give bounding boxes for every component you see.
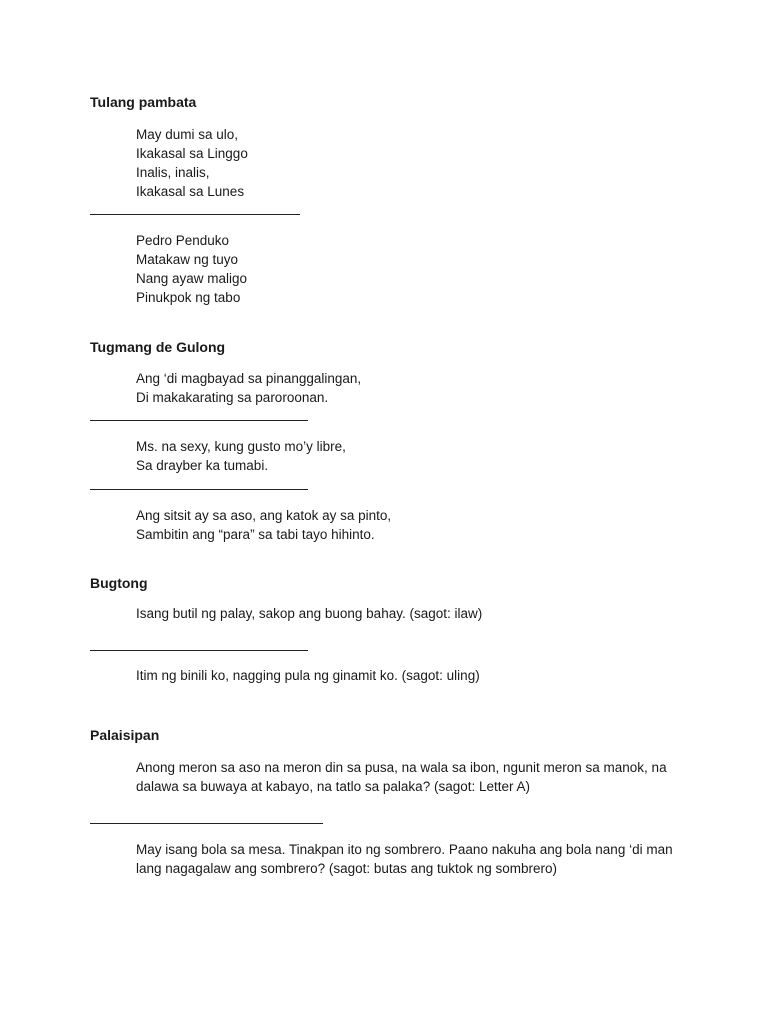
- text-line: dalawa sa buwaya at kabayo, na tatlo sa palaka? (sagot: Letter A): [136, 779, 530, 794]
- separator-line: [90, 823, 323, 824]
- rhyme-entry: [136, 437, 696, 475]
- riddle-entry: [136, 604, 696, 623]
- riddle-entry: [136, 666, 696, 685]
- rhyme-entry: [136, 506, 696, 544]
- text-line: Pinukpok ng tabo: [136, 290, 241, 305]
- text-line: Ikakasal sa Lunes: [136, 184, 245, 199]
- text-line: Matakaw ng tuyo: [136, 252, 239, 267]
- text-line: lang nagagalaw ang sombrero? (sagot: butas ang tuktok ng sombrero): [136, 861, 558, 876]
- text-line: Di makakarating sa paroroonan.: [136, 390, 329, 405]
- separator-line: [90, 214, 300, 215]
- text-line: Itim ng binili ko, nagging pula ng ginamit ko. (sagot: uling): [136, 668, 480, 683]
- text-line: Ms. na sexy, kung gusto mo’y libre,: [136, 439, 346, 454]
- text-line: Sa drayber ka tumabi.: [136, 458, 269, 473]
- separator-line: [90, 650, 308, 651]
- text-line: Nang ayaw maligo: [136, 271, 248, 286]
- poem-entry: [136, 231, 696, 307]
- text-line: Ikakasal sa Linggo: [136, 146, 248, 161]
- poem-entry: [136, 125, 696, 201]
- puzzle-entry: [136, 758, 696, 796]
- section-title-tulang-pambata: Tulang pambata: [90, 94, 197, 110]
- section-title-palaisipan: Palaisipan: [90, 727, 160, 743]
- text-line: Anong meron sa aso na meron din sa pusa, na wala sa ibon, ngunit meron sa manok, na: [136, 760, 667, 775]
- separator-line: [90, 489, 308, 490]
- puzzle-entry: [136, 840, 696, 878]
- text-line: Inalis, inalis,: [136, 165, 210, 180]
- text-line: Pedro Penduko: [136, 233, 230, 248]
- text-line: Sambitin ang “para” sa tabi tayo hihinto.: [136, 527, 375, 542]
- section-title-tugmang-de-gulong: Tugmang de Gulong: [90, 339, 226, 355]
- separator-line: [90, 420, 308, 421]
- text-line: May isang bola sa mesa. Tinakpan ito ng sombrero. Paano nakuha ang bola nang ‘di man: [136, 842, 673, 857]
- text-line: Isang butil ng palay, sakop ang buong bahay. (sagot: ilaw): [136, 606, 483, 621]
- text-line: Ang sitsit ay sa aso, ang katok ay sa pinto,: [136, 508, 392, 523]
- section-title-bugtong: Bugtong: [90, 575, 148, 591]
- rhyme-entry: [136, 369, 696, 407]
- text-line: May dumi sa ulo,: [136, 127, 239, 142]
- text-line: Ang ‘di magbayad sa pinanggalingan,: [136, 371, 362, 386]
